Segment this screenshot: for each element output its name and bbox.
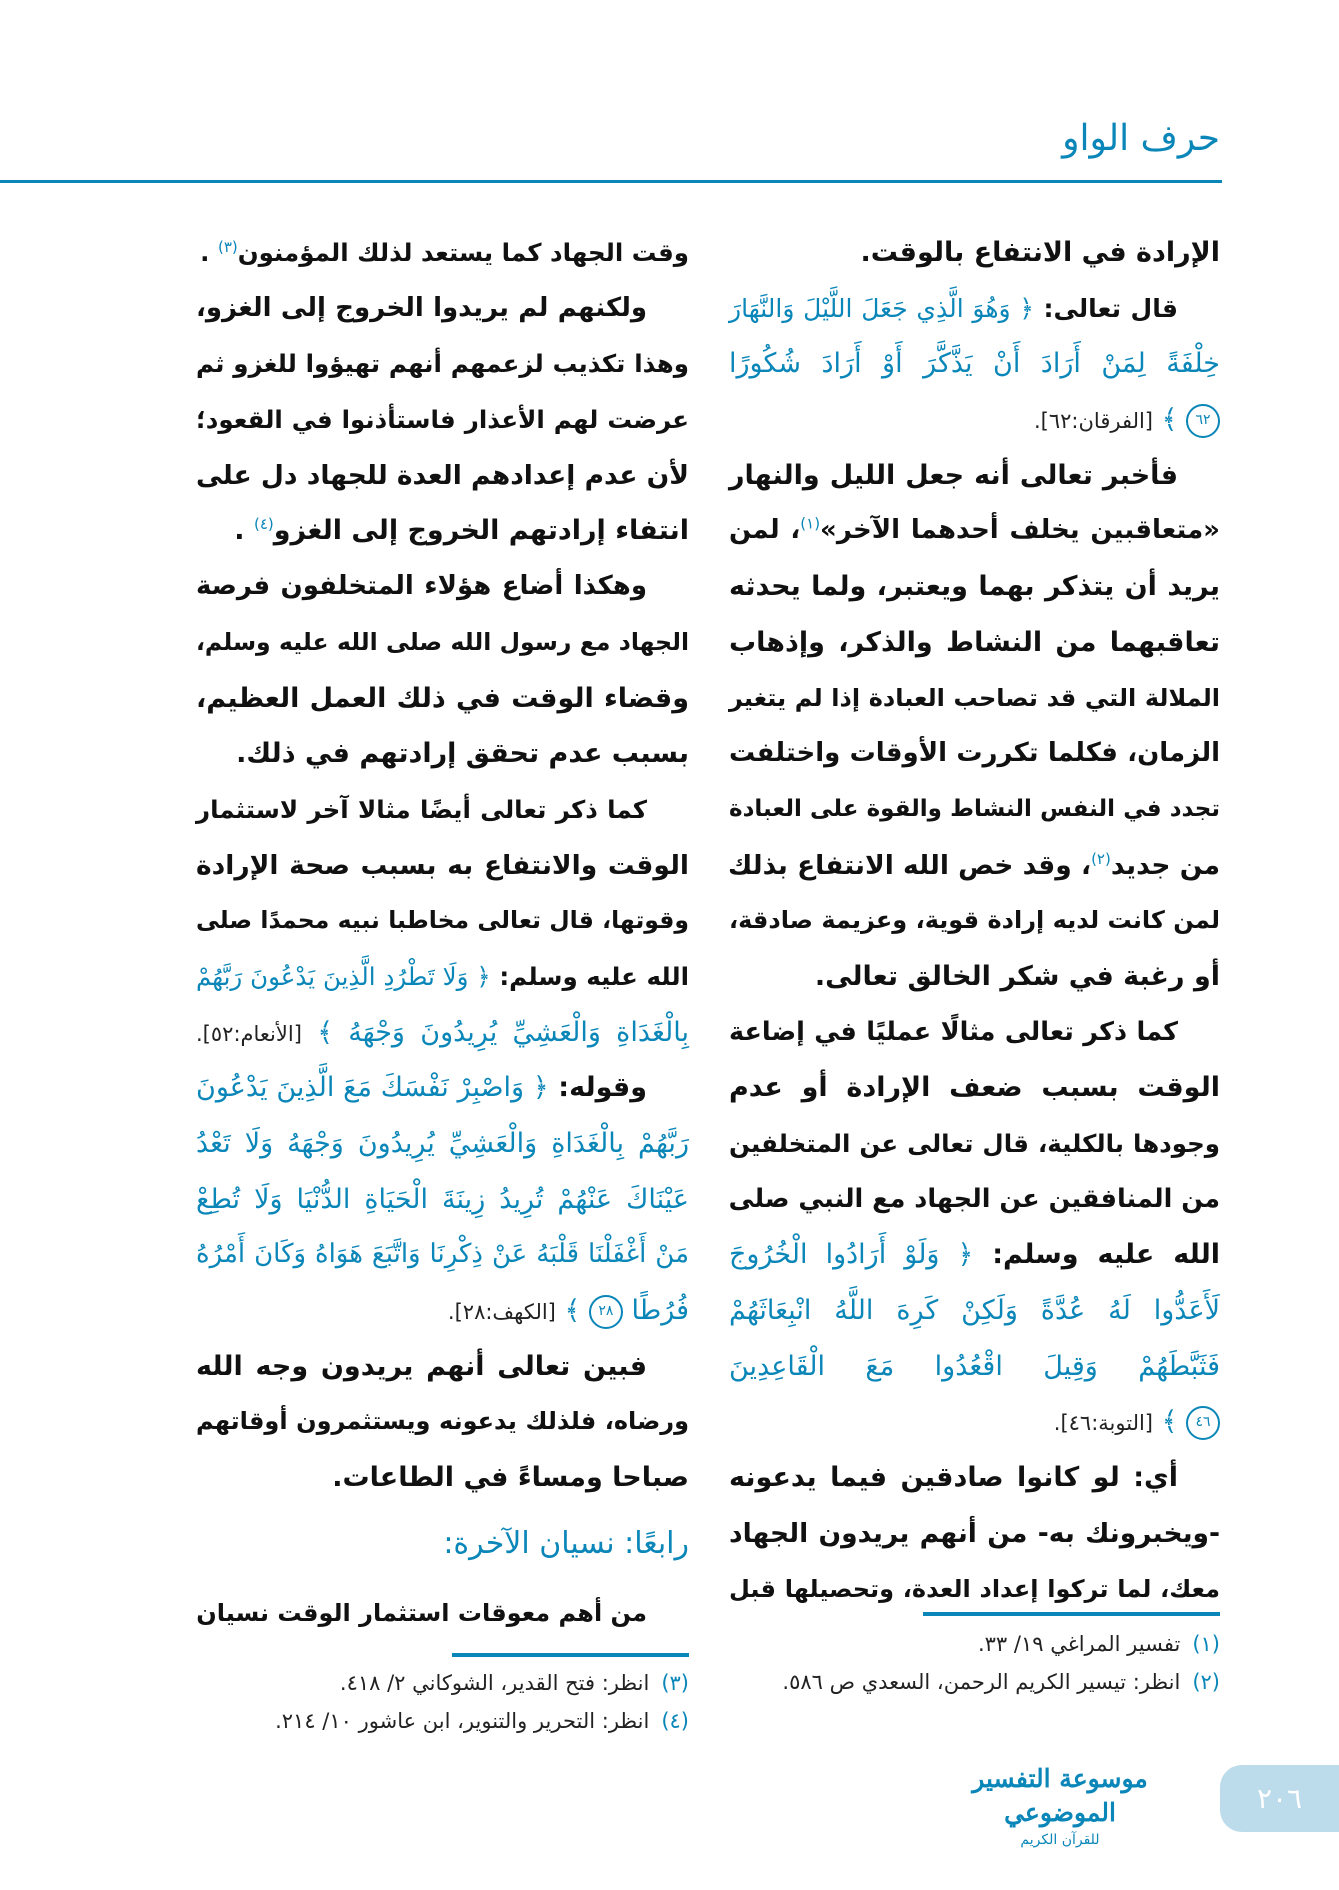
text-run: الله عليه وسلم: xyxy=(973,1239,1220,1271)
text-line xyxy=(196,392,689,448)
text-run: فأخبر تعالى أنه جعل الليل والنهار xyxy=(729,459,1178,491)
text-run: وقوتها، قال تعالى مخاطبا نبيه محمدًا صلى xyxy=(196,906,689,935)
text-line xyxy=(729,1005,1220,1061)
footnote-text: انظر: فتح القدير، الشوكاني ٢/ ٤١٨. xyxy=(339,1671,650,1695)
footnote xyxy=(729,1663,1220,1701)
text-run: معك، لما تركوا إعداد العدة، وتحصيلها قبل xyxy=(729,1574,1220,1603)
ayah-number-marker: ٢٨ xyxy=(589,1295,623,1329)
text-line xyxy=(729,1506,1220,1562)
text-line xyxy=(196,893,689,949)
text-run: الوقت بسبب ضعف الإرادة أو عدم xyxy=(729,1072,1220,1104)
text-run: الإرادة في الانتفاع بالوقت. xyxy=(860,237,1220,268)
text-line xyxy=(729,1060,1220,1116)
text-run: وقت الجهاد كما يستعد لذلك المؤمنون xyxy=(237,238,689,267)
footnote xyxy=(196,1664,689,1702)
text-run: لأن عدم إعدادهم العدة للجهاد دل على xyxy=(195,459,689,491)
quran-verse: رَبَّهُمْ بِالْغَدَاةِ وَالْعَشِيِّ يُرِيدُونَ وَجْهَهُ وَلَا تَعْدُ xyxy=(196,1128,689,1159)
text-line xyxy=(729,559,1220,615)
text-run: من المنافقين عن الجهاد مع النبي صلى xyxy=(728,1183,1220,1214)
text-run: الجهاد مع رسول الله صلى الله عليه وسلم، xyxy=(196,627,689,656)
verse-reference: [الأنعام:٥٢]. xyxy=(196,1021,302,1046)
quran-verse: ﴿ وَاصْبِرْ نَفْسَكَ مَعَ الَّذِينَ يَدْعُونَ xyxy=(196,1072,549,1104)
text-line xyxy=(729,1172,1220,1228)
text-run: انتفاء إرادتهم الخروج إلى الغزو xyxy=(273,515,689,547)
footnote-text: انظر: التحرير والتنوير، ابن عاشور ١٠/ ٢١٤. xyxy=(275,1709,650,1733)
text-line xyxy=(729,782,1220,838)
text-run: وقضاء الوقت في ذلك العمل العظيم، xyxy=(196,682,689,714)
text-run: لمن كانت لديه إرادة قوية، وعزيمة صادقة، xyxy=(729,906,1220,935)
text-line xyxy=(729,893,1220,949)
logo-title: موسوعة التفسير الموضوعي xyxy=(972,1764,1148,1827)
text-line xyxy=(196,559,689,615)
text-line xyxy=(196,615,689,671)
text-line xyxy=(729,1394,1220,1450)
text-run: تجدد في النفس النشاط والقوة على العبادة xyxy=(729,795,1220,822)
quran-verse: ﴾ xyxy=(1153,404,1186,436)
text-line xyxy=(196,281,689,337)
quran-verse: فُرُطًا xyxy=(622,1295,689,1327)
text-run: ورضاه، فلذلك يدعونه ويستثمرون أوقاتهم xyxy=(196,1407,689,1436)
text-run: من أهم معوقات استثمار الوقت نسيان xyxy=(196,1598,647,1627)
logo-subtitle: للقرآن الكريم xyxy=(1020,1832,1100,1848)
footnote-marker[interactable]: (٤) xyxy=(253,515,274,534)
text-line xyxy=(196,949,689,1005)
text-line xyxy=(729,726,1220,782)
text-line xyxy=(196,1450,689,1506)
text-line xyxy=(196,503,689,559)
ayah-number-marker: ٤٦ xyxy=(1186,1406,1220,1440)
footnote xyxy=(196,1702,689,1740)
text-run: . xyxy=(200,238,218,267)
text-line xyxy=(196,838,689,894)
text-line xyxy=(196,1283,689,1339)
footnote-number[interactable]: (٢) xyxy=(1192,1670,1220,1694)
page-number: ٢٠٦ xyxy=(1220,1765,1339,1832)
text-run: ، لمن xyxy=(729,515,801,546)
chapter-title: حرف الواو xyxy=(1062,118,1220,159)
quran-verse: ﴿ وَلَوْ أَرَادُوا الْخُرُوجَ xyxy=(729,1239,974,1271)
quran-verse: مَنْ أَغْفَلْنَا قَلْبَهُ عَنْ ذِكْرِنَا وَاتَّبَعَ هَوَاهُ وَكَانَ أَمْرُهُ xyxy=(196,1239,689,1270)
text-line xyxy=(729,615,1220,671)
text-run: من جديد xyxy=(1110,849,1220,881)
text-line xyxy=(196,671,689,727)
text-run: رابعًا: نسيان الآخرة: xyxy=(443,1525,689,1561)
quran-verse: ﴿ وَهُوَ الَّذِي جَعَلَ اللَّيْلَ وَالنَّهَارَ xyxy=(729,293,1034,323)
text-run: وهذا تكذيب لزعمهم أنهم تهيؤوا للغزو ثم xyxy=(196,349,689,379)
text-line xyxy=(729,838,1220,894)
quran-verse: ﴾ xyxy=(555,1295,589,1327)
verse-reference: [الفرقان:٦٢]. xyxy=(1033,409,1153,434)
text-run: أو رغبة في شكر الخالق تعالى. xyxy=(814,960,1220,992)
quran-verse: بِالْغَدَاةِ وَالْعَشِيِّ يُرِيدُونَ وَجْهَهُ ﴾ xyxy=(301,1016,689,1048)
text-run: عرضت لهم الأعذار فاستأذنوا في القعود؛ xyxy=(196,405,689,435)
text-line xyxy=(196,1394,689,1450)
text-run: «متعاقبين يخلف أحدهما الآخر» xyxy=(820,515,1220,546)
verse-reference: [الكهف:٢٨]. xyxy=(447,1300,556,1325)
quran-verse: خِلْفَةً لِمَنْ أَرَادَ أَنْ يَذَّكَّرَ أَوْ أَرَادَ شُكُورًا xyxy=(729,348,1220,380)
footnotes-left xyxy=(196,1664,689,1740)
footnote-text: انظر: تيسير الكريم الرحمن، السعدي ص ٥٨٦. xyxy=(782,1670,1181,1694)
quran-verse: فَثَبَّطَهُمْ وَقِيلَ اقْعُدُوا مَعَ الْقَاعِدِينَ xyxy=(729,1350,1220,1382)
quran-verse: ﴿ وَلَا تَطْرُدِ الَّذِينَ يَدْعُونَ رَبَّهُمْ xyxy=(196,961,491,991)
text-line xyxy=(729,1450,1220,1506)
text-line xyxy=(729,1116,1220,1172)
quran-verse: عَيْنَاكَ عَنْهُمْ تُرِيدُ زِينَةَ الْحَيَاةِ الدُّنْيَا وَلَا تُطِعْ xyxy=(196,1183,689,1215)
footnote-number[interactable]: (٣) xyxy=(661,1671,689,1695)
text-line xyxy=(729,336,1220,392)
text-run: وهكذا أضاع هؤلاء المتخلفون فرصة xyxy=(196,571,647,602)
text-line xyxy=(196,448,689,504)
header-divider xyxy=(0,180,1222,183)
text-line xyxy=(196,225,689,281)
text-run: ، وقد خص الله الانتفاع بذلك xyxy=(727,849,1092,881)
text-line xyxy=(196,782,689,838)
text-line xyxy=(196,1116,689,1172)
text-run: . xyxy=(234,515,254,547)
footnote-marker[interactable]: (٢) xyxy=(1091,849,1111,868)
text-run: صباحا ومساءً في الطاعات. xyxy=(332,1462,689,1494)
text-run: كما ذكر تعالى مثالًا عمليًا في إضاعة xyxy=(729,1016,1178,1047)
text-line xyxy=(196,336,689,392)
text-line xyxy=(729,1339,1220,1395)
footnote-text: تفسير المراغي ١٩/ ٣٣. xyxy=(977,1632,1181,1656)
text-run: الملالة التي قد تصاحب العبادة إذا لم يتغير xyxy=(729,683,1220,712)
text-run: الزمان، فكلما تكررت الأوقات واختلفت xyxy=(729,738,1220,769)
right-column xyxy=(729,225,1220,1617)
text-line xyxy=(196,1586,689,1642)
text-line xyxy=(729,503,1220,559)
text-run: -ويخبرونك به- من أنهم يريدون الجهاد xyxy=(729,1517,1220,1549)
text-run: يريد أن يتذكر بهما ويعتبر، ولما يحدثه xyxy=(729,571,1220,603)
text-line xyxy=(196,1060,689,1116)
text-run: بسبب عدم تحقق إرادتهم في ذلك. xyxy=(236,738,689,770)
section-heading xyxy=(196,1516,689,1572)
text-line xyxy=(729,225,1220,281)
verse-reference: [التوبة:٤٦]. xyxy=(1053,1411,1153,1436)
text-run: أي: لو كانوا صادقين فيما يدعونه xyxy=(729,1462,1178,1494)
text-run: وجودها بالكلية، قال تعالى عن المتخلفين xyxy=(729,1129,1220,1158)
ayah-number-marker: ٦٢ xyxy=(1186,404,1220,438)
text-line xyxy=(729,281,1220,337)
footnote-marker[interactable]: (٣) xyxy=(217,237,238,256)
footnote xyxy=(729,1625,1220,1663)
text-run: الوقت والانتفاع به بسبب صحة الإرادة xyxy=(196,849,689,881)
footnote-number[interactable]: (١) xyxy=(1192,1632,1220,1656)
text-line xyxy=(729,949,1220,1005)
footnote-separator-left xyxy=(452,1653,689,1657)
quran-verse: ﴾ xyxy=(1153,1406,1186,1438)
text-run: تعاقبهما من النشاط والذكر، وإذهاب xyxy=(729,626,1220,658)
left-column xyxy=(196,225,689,1641)
footnote-number[interactable]: (٤) xyxy=(661,1709,689,1733)
text-line xyxy=(729,392,1220,448)
text-line xyxy=(196,726,689,782)
text-line xyxy=(729,1562,1220,1618)
text-line xyxy=(196,1339,689,1395)
footnote-marker[interactable]: (١) xyxy=(800,514,821,533)
text-line xyxy=(729,671,1220,727)
text-line xyxy=(196,1005,689,1061)
text-run: وقوله: xyxy=(548,1072,647,1104)
text-run: ولكنهم لم يريدوا الخروج إلى الغزو، xyxy=(196,292,647,323)
text-line xyxy=(196,1172,689,1228)
text-line xyxy=(729,1227,1220,1283)
text-run: فبين تعالى أنهم يريدون وجه الله xyxy=(196,1350,647,1382)
text-run: الله عليه وسلم: xyxy=(490,961,689,991)
text-run: كما ذكر تعالى أيضًا مثالا آخر لاستثمار xyxy=(196,794,647,824)
text-line xyxy=(196,1227,689,1283)
footnote-separator-right xyxy=(923,1612,1220,1616)
footnotes-right xyxy=(729,1625,1220,1701)
encyclopedia-logo xyxy=(930,1762,1190,1850)
text-line xyxy=(729,1283,1220,1339)
quran-verse: لَأَعَدُّوا لَهُ عُدَّةً وَلَكِنْ كَرِهَ اللَّهُ انْبِعَاثَهُمْ xyxy=(729,1295,1220,1327)
text-line xyxy=(729,448,1220,504)
text-run: قال تعالى: xyxy=(1033,293,1179,323)
